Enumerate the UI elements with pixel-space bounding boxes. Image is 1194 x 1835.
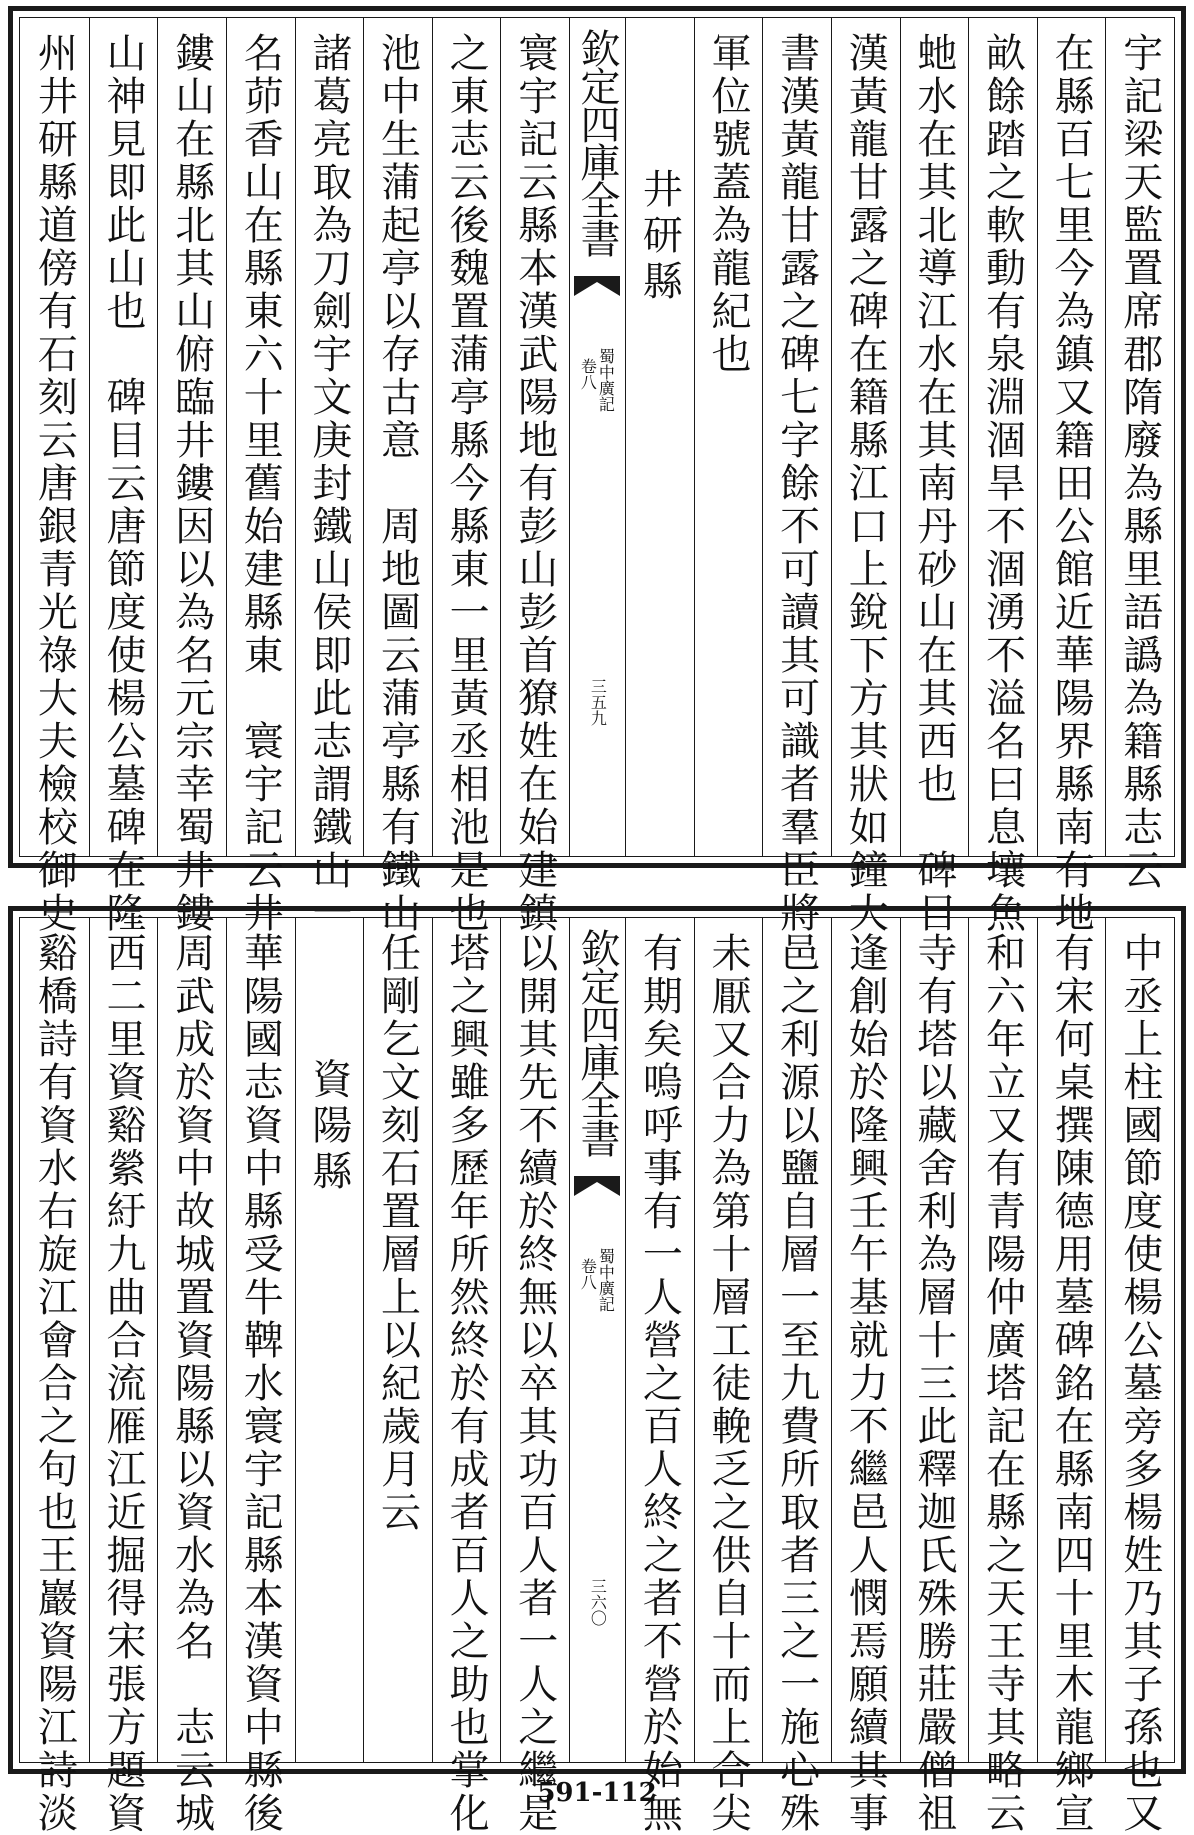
text-column: 書漢黃龍甘露之碑七字餘不可讀其可識者羣臣將 [773,32,820,935]
center-banner [569,918,625,1762]
banner-title: 欽定四庫全書 [574,928,620,1156]
fish-tail-icon [574,276,620,298]
text-column: 谿橋詩有資水右旋江會合之句也王巖資陽江詩淡 [31,932,78,1835]
section-heading: 井研縣 [636,168,683,306]
text-column: 華陽國志資中縣受牛鞞水寰宇記縣本漢資中縣後 [237,932,284,1835]
text-column: 逢創始於隆興壬午基就力不繼邑人憫焉願續其事 [842,932,889,1835]
text-column: 鏤山在縣北其山俯臨井鏤因以為名元宗幸蜀井鏤 [168,32,215,935]
volume-number: 卷八 [578,1258,598,1290]
text-column: 州井研縣道傍有石刻云唐銀青光祿大夫檢校御史 [31,32,78,935]
volume-number: 卷八 [578,358,598,390]
text-column: 中丞上柱國節度使楊公墓旁多楊姓乃其子孫也又 [1116,932,1163,1835]
text-column: 軍位號蓋為龍紀也 [704,32,751,376]
text-column: 寺有塔以藏舍利為層十三此釋迦氏殊勝莊嚴僧祖 [910,932,957,1835]
text-column: 西二里資谿縈紆九曲合流雁江近掘得宋張方題資 [99,932,146,1835]
text-column: 漢黃龍甘露之碑在籍縣江口上銳下方其狀如鐘大 [842,32,889,935]
text-column: 邑之利源以鹽自層一至九費所取者三之一施心殊 [773,932,820,1835]
page-id: 591-112 [537,1778,657,1808]
text-column: 以開其先不續於終無以卒其功百人者一人之繼是 [511,932,558,1835]
text-column: 有宋何桌撰陳德用墓碑銘在縣南四十里木龍鄉宣 [1048,932,1095,1835]
text-column: 有期矣嗚呼事有一人營之百人終之者不營於始無 [636,932,683,1835]
text-column: 山神見即此山也 碑目云唐節度使楊公墓碑在隆 [99,32,146,935]
book-title: 蜀中廣記 [596,348,616,412]
text-column: 畝餘踏之軟動有泉淵涸旱不涸湧不溢名曰息壤魚 [979,32,1026,935]
text-column: 任剛乞文刻石置層上以紀歲月云 [374,932,421,1534]
fish-tail-icon [574,1176,620,1198]
center-banner [569,18,625,856]
top-page [8,6,1186,935]
text-column: 和六年立又有青陽仲廣塔記在縣之天王寺其略云 [979,932,1026,1835]
text-column: 虵水在其北導江水在其南丹砂山在其西也 碑目 [910,32,957,935]
section-heading: 資陽縣 [305,1058,352,1196]
page-number: 三六〇 [588,1578,608,1626]
text-column: 池中生蒲起亭以存古意 周地圖云蒲亭縣有鐵山 [374,32,421,935]
text-column: 未厭又合力為第十層工徒輓乏之供自十而上合尖 [704,932,751,1835]
text-column: 周武成於資中故城置資陽縣以資水為名 志云城 [168,932,215,1835]
text-column: 之東志云後魏置蒲亭縣今縣東一里黃丞相池是也 [443,32,490,935]
text-column: 寰宇記云縣本漢武陽地有彭山彭首獠姓在始建鎮 [511,32,558,935]
book-title: 蜀中廣記 [596,1248,616,1312]
text-column: 名茆香山在縣東六十里舊始建縣東 寰宇記云井 [237,32,284,935]
text-column: 諸葛亮取為刀劍宇文庚封鐵山侯即此志謂鐵山一 [305,32,352,935]
page-number: 三五九 [588,678,608,726]
text-column: 在縣百七里今為鎮又籍田公館近華陽界縣南有地 [1048,32,1095,935]
top-page-frame [19,17,1175,935]
text-column: 宇記梁天監置席郡隋廢為縣里語譌為籍縣志云 [1116,32,1163,892]
text-column: 塔之興雖多歷年所然終於有成者百人之助也掌化 [443,932,490,1835]
banner-title: 欽定四庫全書 [574,28,620,256]
